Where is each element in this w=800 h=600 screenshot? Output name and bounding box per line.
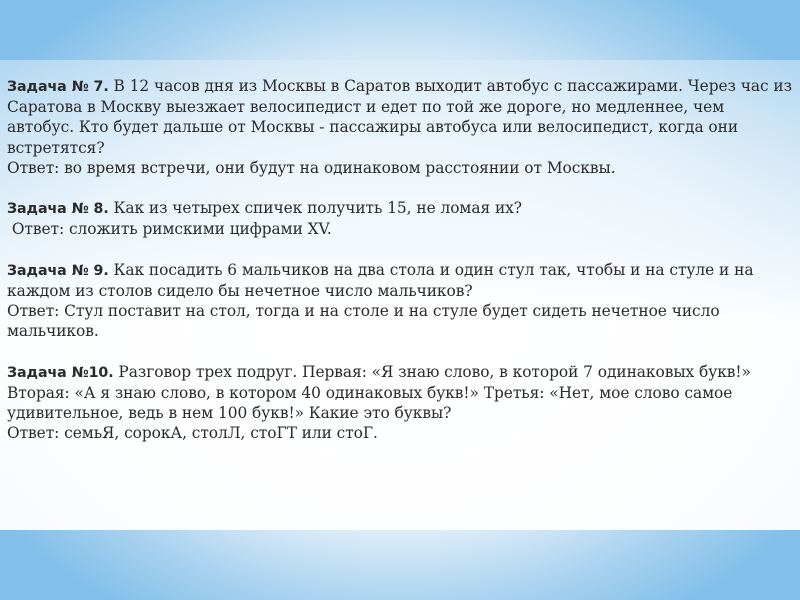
problem-8-text: Как из четырех спичек получить 15, не ломая их? — [108, 199, 522, 218]
problem-8-answer: Ответ: сложить римскими цифрами XV. — [7, 220, 332, 239]
problem-9-text: Как посадить 6 мальчиков на два стола и один стул так, чтобы и на стуле и на каждом из столов сидело бы нечетное число мальчиков? — [7, 260, 754, 300]
problem-8 — [7, 198, 793, 239]
problem-7-text: В 12 часов дня из Москвы в Саратов выходит автобус с пассажирами. Через час из Саратова в Москву выезжает велосипедист и едет по той же дороге, но медленнее, чем автобус. Кто будет дальше от Москвы - пассажиры автобуса или велосипедист, когда они встретятся? — [7, 77, 792, 157]
text-block — [7, 76, 793, 464]
problem-9 — [7, 260, 793, 342]
problem-9-label: Задача № 9. — [7, 262, 109, 279]
problem-10-text: Разговор трех подруг. Первая: «Я знаю слово, в которой 7 одинаковых букв!» Вторая: «А я знаю слово, в котором 40 одинаковых букв!» Третья: «Нет, мое слово самое удивительное, ведь в нем 100 букв!» Какие это буквы? — [7, 362, 751, 423]
problem-10 — [7, 362, 793, 444]
problem-10-answer: Ответ: семьЯ, сорокА, столЛ, стоГТ или стоГ. — [7, 424, 378, 443]
problem-8-statement — [7, 198, 793, 219]
problem-7-label: Задача № 7. — [7, 79, 109, 95]
problem-8-label: Задача № 8. — [7, 201, 109, 218]
problem-7-statement — [7, 76, 793, 158]
problem-9-answer: Ответ: Стул поставит на стол, тогда и на столе и на стуле будет сидеть нечетное число мальчиков. — [7, 302, 720, 341]
problem-10-statement — [7, 362, 793, 424]
problem-9-statement — [7, 260, 793, 301]
problem-10-label: Задача №10. — [7, 364, 114, 381]
problem-7 — [7, 76, 793, 178]
problem-7-answer: Ответ: во время встречи, они будут на одинаковом расстоянии от Москвы. — [7, 158, 616, 177]
